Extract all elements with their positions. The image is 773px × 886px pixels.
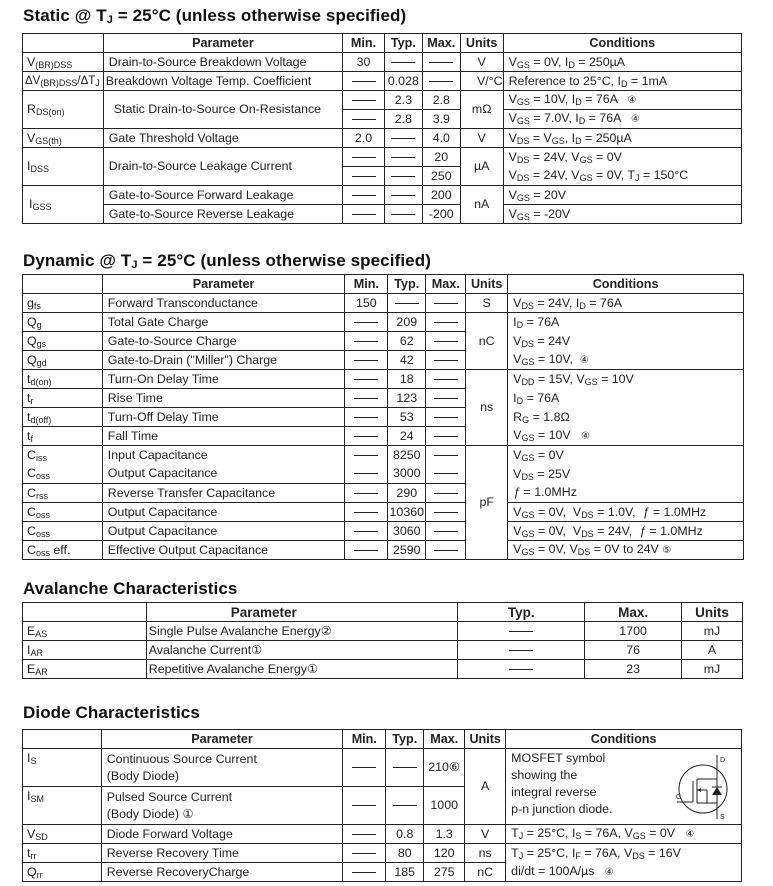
header-units: Units xyxy=(460,34,503,53)
conditions-cell: $V_{GS} = 10V$ ④ xyxy=(508,427,744,446)
conditions-cell: $V_{GS} = 10V$, ④ xyxy=(508,351,744,370)
conditions-cell: $V_{DS} = 24V$ xyxy=(508,332,744,351)
static-section-title xyxy=(23,6,406,26)
conditions-cell: $V_{GS} = 0V$, $V_{DS} = 1.0V$, ƒ = 1.0MHz xyxy=(508,503,744,522)
min-cell xyxy=(345,408,388,427)
header-min: Min. xyxy=(343,730,386,749)
table-row xyxy=(23,541,744,560)
typ-cell: 10360 xyxy=(388,503,426,522)
min-cell xyxy=(345,427,388,446)
symbol-cell: $t_{d(off)}$ xyxy=(23,408,103,427)
max-cell: 200 xyxy=(422,186,460,205)
max-cell: 3.9 xyxy=(422,110,460,129)
symbol-cell: $V_{SD}$ xyxy=(23,825,102,844)
table-row xyxy=(23,91,742,110)
header-parameter: Parameter xyxy=(101,730,343,749)
typ-cell: 209 xyxy=(388,313,426,332)
cond-line: showing the xyxy=(511,768,578,782)
cond-line: integral reverse xyxy=(511,785,597,799)
table-row xyxy=(23,370,744,389)
conditions-cell: $V_{DS} = 24V$, $I_D = 76A$ xyxy=(508,294,744,313)
conditions-cell: $V_{DS} = 24V$, $V_{GS} = 0V$, $T_J = 150^\circ C$ xyxy=(503,167,741,186)
header-parameter: Parameter xyxy=(146,603,458,622)
conditions-cell: $V_{GS} = 0V$ xyxy=(508,446,744,465)
max-cell xyxy=(426,351,466,370)
conditions-cell: $V_{GS} = 10V$, $I_D = 76A$ ④ xyxy=(503,91,741,110)
svg-text:S: S xyxy=(720,814,725,821)
header-symbol xyxy=(23,34,104,53)
parameter-cell: Turn-Off Delay Time xyxy=(102,408,345,427)
max-cell xyxy=(422,72,460,91)
max-cell xyxy=(426,427,466,446)
title-text: = 25°C (unless otherwise specified) xyxy=(112,6,407,25)
typ-cell xyxy=(384,148,422,167)
header-max: Max. xyxy=(585,603,682,622)
symbol-cell: $C_{oss}$ xyxy=(23,522,103,541)
parameter-cell: Diode Forward Voltage xyxy=(101,825,343,844)
typ-cell xyxy=(388,294,426,313)
typ-cell: 3060 xyxy=(388,522,426,541)
units-cell: ns xyxy=(465,844,506,863)
header-units: Units xyxy=(465,730,506,749)
min-cell xyxy=(345,503,388,522)
max-cell xyxy=(426,503,466,522)
symbol-cell: $Q_{gd}$ xyxy=(23,351,103,370)
units-cell: V xyxy=(465,825,506,844)
symbol-cell: $C_{oss}$ xyxy=(23,503,103,522)
mosfet-symbol-icon xyxy=(673,753,735,821)
typ-cell: 53 xyxy=(388,408,426,427)
symbol-cell: $t_r$ xyxy=(23,389,103,408)
min-cell xyxy=(345,313,388,332)
min-cell xyxy=(343,91,385,110)
table-row xyxy=(23,332,744,351)
parameter-cell: Avalanche Current① xyxy=(146,641,458,660)
table-row xyxy=(23,205,742,224)
conditions-cell: $I_D = 76A$ xyxy=(508,389,744,408)
units-cell: V xyxy=(460,53,503,72)
symbol-cell: $E_{AS}$ xyxy=(23,622,147,641)
table-header-row xyxy=(23,603,743,622)
conditions-cell: $V_{GS} = 20V$ xyxy=(503,186,741,205)
min-cell xyxy=(343,863,386,882)
units-cell: nC xyxy=(465,863,506,882)
conditions-cell: $T_J = 25^\circ C$, $I_S = 76A$, $V_{GS} = 0V$ ④ xyxy=(506,825,742,844)
table-row xyxy=(23,313,744,332)
title-sub: J xyxy=(131,259,138,271)
header-symbol xyxy=(23,730,102,749)
table-row xyxy=(23,660,743,679)
min-cell xyxy=(343,844,386,863)
typ-cell xyxy=(458,641,585,660)
max-cell xyxy=(422,53,460,72)
typ-cell xyxy=(384,186,422,205)
parameter-cell: Drain-to-Source Leakage Current xyxy=(103,148,342,186)
symbol-cell: $R_{DS(on)}$ xyxy=(23,91,104,129)
title-text: = 25°C (unless otherwise specified) xyxy=(137,251,431,270)
min-cell xyxy=(345,446,388,465)
max-cell xyxy=(426,541,466,560)
typ-cell xyxy=(458,622,585,641)
parameter-cell: Rise Time xyxy=(102,389,345,408)
parameter-cell: Fall Time xyxy=(102,427,345,446)
parameter-cell: Gate-to-Source Forward Leakage xyxy=(103,186,342,205)
conditions-cell: Reference to 25°C, $I_D = 1mA$ xyxy=(503,72,741,91)
table-row xyxy=(23,129,742,148)
header-conditions: Conditions xyxy=(506,730,742,749)
symbol-cell: $C_{oss}$ eff. xyxy=(23,541,103,560)
conditions-cell: $V_{DS} = 25V$ xyxy=(508,465,744,484)
typ-cell xyxy=(458,660,585,679)
min-cell xyxy=(345,389,388,408)
min-cell xyxy=(345,351,388,370)
units-cell: ns xyxy=(466,370,508,446)
table-row xyxy=(23,53,742,72)
header-min: Min. xyxy=(345,275,388,294)
typ-cell: 62 xyxy=(388,332,426,351)
parameter-cell: Input Capacitance xyxy=(102,446,345,465)
units-cell: A xyxy=(682,641,743,660)
parameter-cell: Reverse RecoveryCharge xyxy=(101,863,343,882)
typ-cell: 0.8 xyxy=(386,825,424,844)
max-cell xyxy=(426,370,466,389)
header-min: Min. xyxy=(343,34,385,53)
table-row xyxy=(23,294,744,313)
typ-cell xyxy=(386,749,424,787)
symbol-cell: $I_{GSS}$ xyxy=(23,186,104,224)
symbol-cell: $g_{fs}$ xyxy=(23,294,103,313)
min-cell xyxy=(345,541,388,560)
units-cell: nA xyxy=(460,186,503,224)
max-cell: 23 xyxy=(585,660,682,679)
diode-section-title: Diode Characteristics xyxy=(23,703,200,722)
min-cell xyxy=(343,167,385,186)
parameter-cell: Gate Threshold Voltage xyxy=(103,129,342,148)
table-row xyxy=(23,622,743,641)
symbol-cell: $I_{DSS}$ xyxy=(23,148,104,186)
conditions-cell: $V_{DS} = V_{GS}$, $I_D = 250\mu A$ xyxy=(503,129,741,148)
cond-line: MOSFET symbol xyxy=(511,751,606,765)
min-cell: 150 xyxy=(345,294,388,313)
table-row xyxy=(23,749,742,787)
symbol-cell: $t_{rr}$ xyxy=(23,844,102,863)
typ-cell: 42 xyxy=(388,351,426,370)
max-cell xyxy=(426,389,466,408)
symbol-cell: $t_{d(on)}$ xyxy=(23,370,103,389)
symbol-cell: $C_{iss}$ xyxy=(23,446,103,465)
table-row xyxy=(23,641,743,660)
diode-table xyxy=(22,729,742,882)
min-cell xyxy=(343,148,385,167)
table-header-row xyxy=(23,34,742,53)
parameter-cell: Gate-to-Drain ("Miller") Charge xyxy=(102,351,345,370)
max-cell: 1000 xyxy=(424,787,465,825)
parameter-cell: Reverse Recovery Time xyxy=(101,844,343,863)
typ-cell: 8250 xyxy=(388,446,426,465)
conditions-cell: $V_{GS} = 0V$, $V_{DS} = 24V$, ƒ = 1.0MHz xyxy=(508,522,744,541)
max-cell xyxy=(426,484,466,503)
parameter-cell: Repetitive Avalanche Energy① xyxy=(146,660,458,679)
conditions-cell: ƒ = 1.0MHz xyxy=(508,484,744,503)
max-cell: -200 xyxy=(422,205,460,224)
min-cell xyxy=(343,186,385,205)
symbol-cell: $I_S$ xyxy=(23,749,102,787)
units-cell: V xyxy=(460,129,503,148)
table-row xyxy=(23,389,744,408)
header-units: Units xyxy=(466,275,508,294)
min-cell xyxy=(345,484,388,503)
max-cell xyxy=(426,446,466,465)
parameter-cell: Drain-to-Source Breakdown Voltage xyxy=(103,53,342,72)
table-row xyxy=(23,351,744,370)
header-conditions: Conditions xyxy=(503,34,741,53)
symbol-cell: $C_{oss}$ xyxy=(23,465,103,484)
dynamic-table xyxy=(22,274,744,560)
typ-cell xyxy=(384,205,422,224)
conditions-cell: $V_{GS} = 0V$, $I_D = 250\mu A$ xyxy=(503,53,741,72)
header-typ: Typ. xyxy=(384,34,422,53)
min-cell: 2.0 xyxy=(343,129,385,148)
parameter-cell: Pulsed Source Current (Body Diode) ① xyxy=(101,787,343,825)
min-cell: 30 xyxy=(343,53,385,72)
table-header-row xyxy=(23,730,742,749)
table-row xyxy=(23,186,742,205)
parameter-cell: Continuous Source Current (Body Diode) xyxy=(101,749,343,787)
svg-text:G: G xyxy=(676,794,682,801)
table-row xyxy=(23,503,744,522)
table-row xyxy=(23,484,744,503)
conditions-cell: $V_{DS} = 24V$, $V_{GS} = 0V$ xyxy=(503,148,741,167)
min-cell xyxy=(343,787,386,825)
table-row xyxy=(23,427,744,446)
header-symbol xyxy=(23,603,147,622)
table-row xyxy=(23,825,742,844)
conditions-cell: $R_G = 1.8\Omega$ xyxy=(508,408,744,427)
max-cell: 250 xyxy=(422,167,460,186)
symbol-cell: $Q_{rr}$ xyxy=(23,863,102,882)
table-header-row xyxy=(23,275,744,294)
conditions-cell: $V_{GS} = 0V$, $V_{DS} = 0V$ to 24V ⑤ xyxy=(508,541,744,560)
typ-cell xyxy=(384,167,422,186)
max-cell: 20 xyxy=(422,148,460,167)
units-cell: S xyxy=(466,294,508,313)
min-cell xyxy=(345,370,388,389)
symbol-cell: $I_{SM}$ xyxy=(23,787,102,825)
max-cell: 2.8 xyxy=(422,91,460,110)
max-cell xyxy=(426,294,466,313)
symbol-cell: $V_{GS(th)}$ xyxy=(23,129,104,148)
min-cell xyxy=(343,749,386,787)
parameter-cell: Total Gate Charge xyxy=(102,313,345,332)
title-sub: J xyxy=(106,14,113,26)
symbol-cell: $t_f$ xyxy=(23,427,103,446)
parameter-cell: Single Pulse Avalanche Energy② xyxy=(146,622,458,641)
cond-line: p-n junction diode. xyxy=(511,802,613,816)
symbol-cell: $E_{AR}$ xyxy=(23,660,147,679)
parameter-cell: Output Capacitance xyxy=(102,503,345,522)
typ-cell: 185 xyxy=(386,863,424,882)
max-cell: 1700 xyxy=(585,622,682,641)
conditions-cell: $V_{GS} = 7.0V$, $I_D = 76A$ ④ xyxy=(503,110,741,129)
header-typ: Typ. xyxy=(458,603,585,622)
units-cell: mΩ xyxy=(460,91,503,129)
header-units: Units xyxy=(682,603,743,622)
typ-cell: 2.3 xyxy=(384,91,422,110)
parameter-cell: Static Drain-to-Source On-Resistance xyxy=(103,91,342,129)
units-cell: pF xyxy=(466,446,508,560)
table-row xyxy=(23,844,742,863)
header-conditions: Conditions xyxy=(508,275,744,294)
units-cell: nC xyxy=(466,313,508,370)
header-max: Max. xyxy=(424,730,465,749)
max-cell: 275 xyxy=(424,863,465,882)
min-cell xyxy=(345,332,388,351)
header-typ: Typ. xyxy=(386,730,424,749)
units-cell: A xyxy=(465,749,506,825)
parameter-cell: Gate-to-Source Reverse Leakage xyxy=(103,205,342,224)
max-cell xyxy=(426,313,466,332)
parameter-cell: Turn-On Delay Time xyxy=(102,370,345,389)
typ-cell xyxy=(386,787,424,825)
min-cell xyxy=(343,825,386,844)
symbol-cell: $I_{AR}$ xyxy=(23,641,147,660)
avalanche-section-title: Avalanche Characteristics xyxy=(23,579,238,598)
conditions-cell xyxy=(506,749,742,825)
table-row xyxy=(23,465,744,484)
symbol-cell: $Q_{gs}$ xyxy=(23,332,103,351)
typ-cell: 3000 xyxy=(388,465,426,484)
symbol-cell: $V_{(BR)DSS}$ xyxy=(23,53,104,72)
symbol-cell: $Q_g$ xyxy=(23,313,103,332)
title-text: Static @ T xyxy=(23,6,107,25)
max-cell xyxy=(426,522,466,541)
parameter-cell: Output Capacitance xyxy=(102,465,345,484)
table-row xyxy=(23,72,742,91)
header-parameter: Parameter xyxy=(102,275,345,294)
parameter-cell: Breakdown Voltage Temp. Coefficient xyxy=(103,72,342,91)
units-cell: mJ xyxy=(682,660,743,679)
max-cell: 1.3 xyxy=(424,825,465,844)
symbol-cell: $\Delta V_{(BR)DSS}/\Delta T_J$ xyxy=(23,72,104,91)
table-row xyxy=(23,408,744,427)
parameter-cell: Effective Output Capacitance xyxy=(102,541,345,560)
svg-text:D: D xyxy=(720,757,726,764)
typ-cell: 2.8 xyxy=(384,110,422,129)
header-max: Max. xyxy=(422,34,460,53)
units-cell: mJ xyxy=(682,622,743,641)
max-cell xyxy=(426,408,466,427)
conditions-cell: $V_{DD} = 15V$, $V_{GS} = 10V$ xyxy=(508,370,744,389)
min-cell xyxy=(345,465,388,484)
table-row xyxy=(23,863,742,882)
typ-cell: 290 xyxy=(388,484,426,503)
parameter-cell: Output Capacitance xyxy=(102,522,345,541)
parameter-cell: Forward Transconductance xyxy=(102,294,345,313)
typ-cell: 0.028 xyxy=(384,72,422,91)
typ-cell: 2590 xyxy=(388,541,426,560)
table-row xyxy=(23,446,744,465)
typ-cell xyxy=(384,129,422,148)
max-cell xyxy=(426,332,466,351)
max-cell: 120 xyxy=(424,844,465,863)
typ-cell: 80 xyxy=(386,844,424,863)
header-max: Max. xyxy=(426,275,466,294)
max-cell: 4.0 xyxy=(422,129,460,148)
symbol-cell: $C_{rss}$ xyxy=(23,484,103,503)
header-parameter: Parameter xyxy=(103,34,342,53)
max-cell: 76 xyxy=(585,641,682,660)
typ-cell xyxy=(384,53,422,72)
max-cell: 210⑥ xyxy=(424,749,465,787)
dynamic-section-title xyxy=(23,251,431,271)
avalanche-table xyxy=(22,602,743,679)
min-cell xyxy=(343,110,385,129)
table-row xyxy=(23,522,744,541)
parameter-cell: Reverse Transfer Capacitance xyxy=(102,484,345,503)
static-table xyxy=(22,33,742,224)
header-typ: Typ. xyxy=(388,275,426,294)
conditions-cell: $T_J = 25^\circ C$, $I_F = 76A$, $V_{DS} = 16V$ xyxy=(506,844,742,863)
typ-cell: 18 xyxy=(388,370,426,389)
header-symbol xyxy=(23,275,103,294)
conditions-cell: $I_D = 76A$ xyxy=(508,313,744,332)
conditions-cell: di/dt = 100A/µs ④ xyxy=(506,863,742,882)
typ-cell: 24 xyxy=(388,427,426,446)
min-cell xyxy=(343,205,385,224)
typ-cell: 123 xyxy=(388,389,426,408)
min-cell xyxy=(343,72,385,91)
conditions-cell: $V_{GS} = -20V$ xyxy=(503,205,741,224)
table-row xyxy=(23,148,742,167)
units-cell: V/°C xyxy=(460,72,503,91)
max-cell xyxy=(426,465,466,484)
title-text: Dynamic @ T xyxy=(23,251,132,270)
parameter-cell: Gate-to-Source Charge xyxy=(102,332,345,351)
units-cell: µA xyxy=(460,148,503,186)
min-cell xyxy=(345,522,388,541)
